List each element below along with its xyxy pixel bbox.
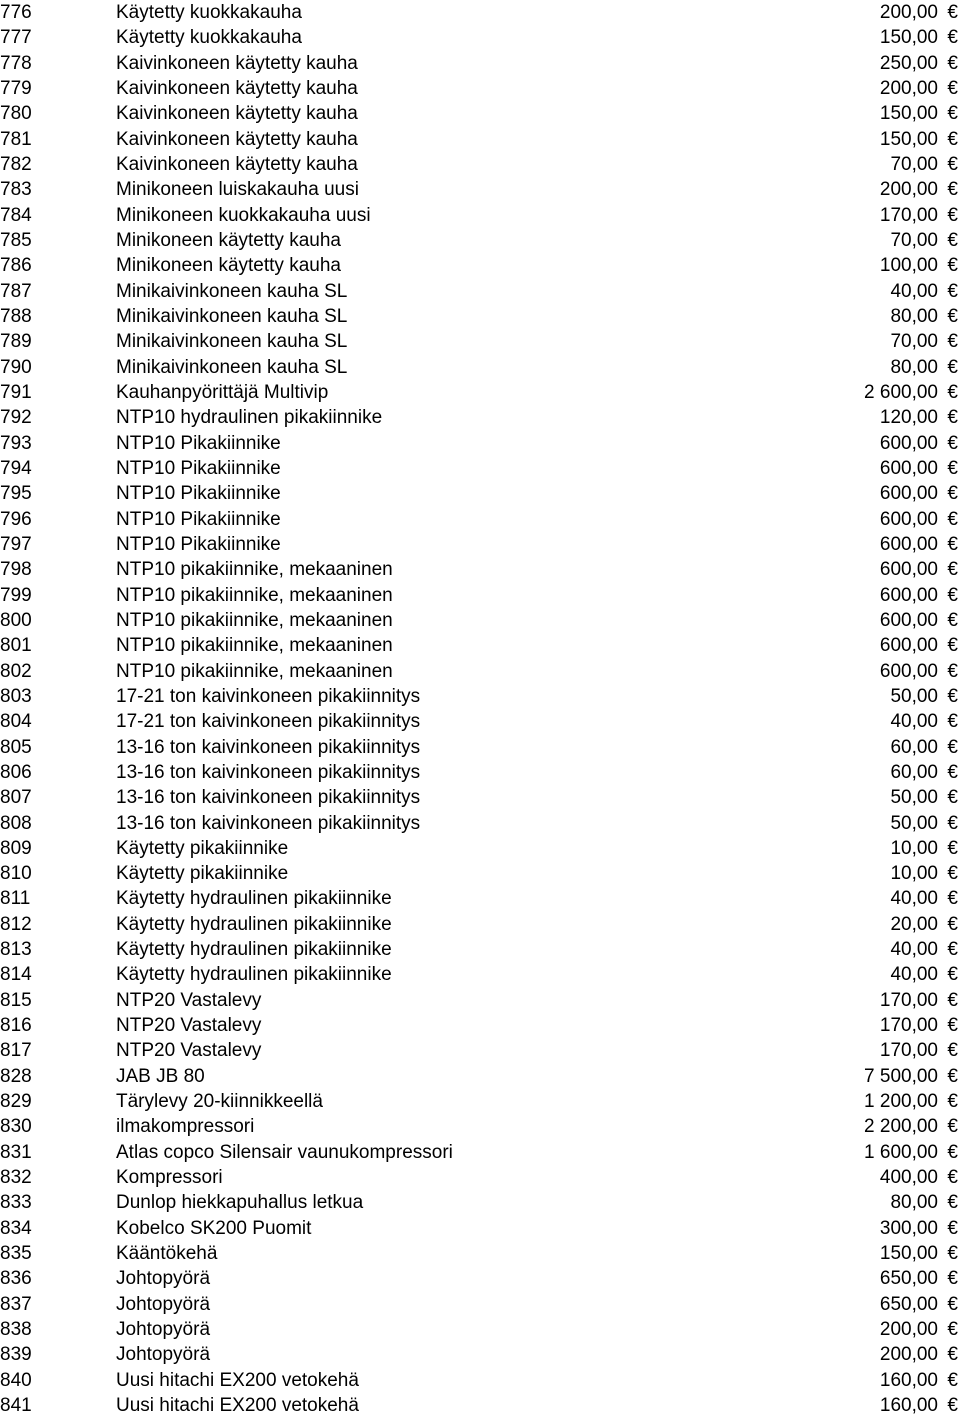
item-number: 776 bbox=[0, 2, 32, 23]
list-item bbox=[0, 962, 960, 987]
item-price: 40,00 bbox=[890, 888, 938, 910]
item-price: 650,00 bbox=[879, 1268, 938, 1290]
item-price: 7 500,00 bbox=[864, 1065, 938, 1087]
currency-symbol: € bbox=[947, 787, 958, 809]
currency-symbol: € bbox=[947, 1268, 958, 1290]
item-number: 789 bbox=[0, 331, 32, 353]
currency-symbol: € bbox=[947, 913, 958, 935]
item-price: 40,00 bbox=[890, 939, 938, 961]
item-number: 807 bbox=[0, 787, 32, 809]
item-number: 786 bbox=[0, 255, 32, 277]
item-price: 150,00 bbox=[879, 103, 938, 125]
currency-symbol: € bbox=[947, 1344, 958, 1366]
item-number: 787 bbox=[0, 280, 32, 302]
list-item bbox=[0, 101, 960, 126]
currency-symbol: € bbox=[947, 888, 958, 910]
currency-symbol: € bbox=[947, 559, 958, 581]
item-description: Minikaivinkoneen kauha SL bbox=[116, 280, 348, 302]
item-price: 80,00 bbox=[890, 356, 938, 378]
list-item bbox=[0, 380, 960, 405]
currency-symbol: € bbox=[947, 812, 958, 834]
list-item bbox=[0, 1393, 960, 1418]
list-item bbox=[0, 431, 960, 456]
item-price: 120,00 bbox=[879, 407, 938, 429]
list-item bbox=[0, 912, 960, 937]
item-price: 80,00 bbox=[890, 305, 938, 327]
item-price: 70,00 bbox=[890, 331, 938, 353]
currency-symbol: € bbox=[947, 1065, 958, 1087]
item-description: NTP10 Pikakiinnike bbox=[116, 457, 281, 479]
item-description: JAB JB 80 bbox=[116, 1065, 205, 1087]
item-number: 836 bbox=[0, 1268, 32, 1290]
currency-symbol: € bbox=[947, 508, 958, 530]
item-description: 17-21 ton kaivinkoneen pikakiinnitys bbox=[116, 711, 421, 733]
item-number: 792 bbox=[0, 407, 32, 429]
item-number: 840 bbox=[0, 1369, 32, 1391]
list-item bbox=[0, 886, 960, 911]
currency-symbol: € bbox=[947, 609, 958, 631]
item-price: 40,00 bbox=[890, 280, 938, 302]
item-price: 1 600,00 bbox=[864, 1141, 938, 1163]
item-description: Johtopyörä bbox=[116, 1319, 211, 1341]
item-price: 70,00 bbox=[890, 153, 938, 175]
item-price: 600,00 bbox=[879, 508, 938, 530]
item-price: 600,00 bbox=[879, 559, 938, 581]
list-item bbox=[0, 51, 960, 76]
item-number: 804 bbox=[0, 711, 32, 733]
list-item bbox=[0, 25, 960, 50]
item-number: 794 bbox=[0, 457, 32, 479]
item-number: 838 bbox=[0, 1319, 32, 1341]
list-item bbox=[0, 1216, 960, 1241]
item-price: 400,00 bbox=[879, 1167, 938, 1189]
currency-symbol: € bbox=[947, 635, 958, 657]
item-description: Minikoneen käytetty kauha bbox=[116, 255, 341, 277]
item-description: Kaivinkoneen käytetty kauha bbox=[116, 77, 358, 99]
item-description: Minikoneen luiskakauha uusi bbox=[116, 179, 359, 201]
currency-symbol: € bbox=[947, 204, 958, 226]
item-number: 799 bbox=[0, 584, 32, 606]
item-number: 793 bbox=[0, 432, 32, 454]
item-description: NTP10 Pikakiinnike bbox=[116, 508, 281, 530]
currency-symbol: € bbox=[947, 1091, 958, 1113]
item-price: 600,00 bbox=[879, 483, 938, 505]
list-item bbox=[0, 785, 960, 810]
list-item bbox=[0, 735, 960, 760]
item-price: 10,00 bbox=[890, 837, 938, 859]
list-item bbox=[0, 684, 960, 709]
item-description: Atlas copco Silensair vaunukompressori bbox=[116, 1141, 453, 1163]
item-description: NTP10 pikakiinnike, mekaaninen bbox=[116, 635, 393, 657]
item-price: 40,00 bbox=[890, 964, 938, 986]
item-description: NTP20 Vastalevy bbox=[116, 1015, 262, 1037]
list-item bbox=[0, 1292, 960, 1317]
currency-symbol: € bbox=[947, 1395, 958, 1417]
list-item bbox=[0, 355, 960, 380]
list-item bbox=[0, 304, 960, 329]
currency-symbol: € bbox=[947, 989, 958, 1011]
item-description: Minikaivinkoneen kauha SL bbox=[116, 356, 348, 378]
item-price: 50,00 bbox=[890, 685, 938, 707]
currency-symbol: € bbox=[947, 1369, 958, 1391]
item-number: 782 bbox=[0, 153, 32, 175]
item-price: 150,00 bbox=[879, 1243, 938, 1265]
currency-symbol: € bbox=[947, 711, 958, 733]
item-description: Minikaivinkoneen kauha SL bbox=[116, 331, 348, 353]
item-price: 200,00 bbox=[879, 2, 938, 23]
list-item bbox=[0, 1317, 960, 1342]
item-price: 200,00 bbox=[879, 179, 938, 201]
item-price: 80,00 bbox=[890, 1192, 938, 1214]
item-number: 783 bbox=[0, 179, 32, 201]
currency-symbol: € bbox=[947, 761, 958, 783]
list-item bbox=[0, 481, 960, 506]
item-description: Minikoneen käytetty kauha bbox=[116, 229, 341, 251]
list-item bbox=[0, 76, 960, 101]
item-price: 100,00 bbox=[879, 255, 938, 277]
list-item bbox=[0, 1114, 960, 1139]
item-description: Käytetty hydraulinen pikakiinnike bbox=[116, 964, 392, 986]
item-description: NTP10 pikakiinnike, mekaaninen bbox=[116, 559, 393, 581]
item-price: 200,00 bbox=[879, 1344, 938, 1366]
item-number: 798 bbox=[0, 559, 32, 581]
list-item bbox=[0, 1266, 960, 1291]
item-number: 817 bbox=[0, 1040, 32, 1062]
item-price: 2 200,00 bbox=[864, 1116, 938, 1138]
item-price: 600,00 bbox=[879, 533, 938, 555]
item-number: 813 bbox=[0, 939, 32, 961]
item-description: Dunlop hiekkapuhallus letkua bbox=[116, 1192, 364, 1214]
list-item bbox=[0, 1064, 960, 1089]
item-number: 835 bbox=[0, 1243, 32, 1265]
item-number: 828 bbox=[0, 1065, 32, 1087]
item-number: 811 bbox=[0, 888, 31, 910]
item-description: NTP10 hydraulinen pikakiinnike bbox=[116, 407, 383, 429]
currency-symbol: € bbox=[947, 381, 958, 403]
item-price: 600,00 bbox=[879, 660, 938, 682]
list-item bbox=[0, 253, 960, 278]
item-description: Käytetty pikakiinnike bbox=[116, 863, 289, 885]
item-number: 814 bbox=[0, 964, 32, 986]
item-number: 796 bbox=[0, 508, 32, 530]
currency-symbol: € bbox=[947, 103, 958, 125]
item-number: 801 bbox=[0, 635, 32, 657]
item-number: 839 bbox=[0, 1344, 32, 1366]
list-item bbox=[0, 1368, 960, 1393]
list-item bbox=[0, 1241, 960, 1266]
list-item bbox=[0, 1013, 960, 1038]
list-item bbox=[0, 1190, 960, 1215]
item-price: 20,00 bbox=[890, 913, 938, 935]
item-price: 600,00 bbox=[879, 609, 938, 631]
item-price: 40,00 bbox=[890, 711, 938, 733]
list-item bbox=[0, 937, 960, 962]
item-price: 170,00 bbox=[879, 1015, 938, 1037]
currency-symbol: € bbox=[947, 1015, 958, 1037]
item-description: NTP20 Vastalevy bbox=[116, 1040, 262, 1062]
item-description: NTP10 Pikakiinnike bbox=[116, 533, 281, 555]
item-number: 780 bbox=[0, 103, 32, 125]
item-description: Käytetty hydraulinen pikakiinnike bbox=[116, 913, 392, 935]
item-price: 50,00 bbox=[890, 812, 938, 834]
item-number: 779 bbox=[0, 77, 32, 99]
item-price: 1 200,00 bbox=[864, 1091, 938, 1113]
currency-symbol: € bbox=[947, 863, 958, 885]
list-item bbox=[0, 1342, 960, 1367]
list-item bbox=[0, 152, 960, 177]
item-description: Minikoneen kuokkakauha uusi bbox=[116, 204, 371, 226]
list-item bbox=[0, 532, 960, 557]
currency-symbol: € bbox=[947, 1167, 958, 1189]
list-item bbox=[0, 456, 960, 481]
item-number: 797 bbox=[0, 533, 32, 555]
item-number: 816 bbox=[0, 1015, 32, 1037]
item-description: Uusi hitachi EX200 vetokehä bbox=[116, 1369, 359, 1391]
item-description: Kompressori bbox=[116, 1167, 223, 1189]
list-item bbox=[0, 279, 960, 304]
list-item bbox=[0, 811, 960, 836]
item-price: 170,00 bbox=[879, 1040, 938, 1062]
item-number: 800 bbox=[0, 609, 32, 631]
list-item bbox=[0, 836, 960, 861]
item-number: 815 bbox=[0, 989, 32, 1011]
currency-symbol: € bbox=[947, 305, 958, 327]
item-description: Kobelco SK200 Puomit bbox=[116, 1217, 312, 1239]
list-item bbox=[0, 405, 960, 430]
item-price: 10,00 bbox=[890, 863, 938, 885]
item-number: 833 bbox=[0, 1192, 32, 1214]
currency-symbol: € bbox=[947, 128, 958, 150]
item-number: 777 bbox=[0, 27, 32, 49]
currency-symbol: € bbox=[947, 483, 958, 505]
list-item bbox=[0, 861, 960, 886]
item-price: 600,00 bbox=[879, 432, 938, 454]
currency-symbol: € bbox=[947, 1116, 958, 1138]
currency-symbol: € bbox=[947, 153, 958, 175]
list-item bbox=[0, 127, 960, 152]
list-item bbox=[0, 583, 960, 608]
item-description: Kauhanpyörittäjä Multivip bbox=[116, 381, 329, 403]
currency-symbol: € bbox=[947, 52, 958, 74]
currency-symbol: € bbox=[947, 660, 958, 682]
item-price: 70,00 bbox=[890, 229, 938, 251]
item-description: 17-21 ton kaivinkoneen pikakiinnitys bbox=[116, 685, 421, 707]
item-number: 790 bbox=[0, 356, 32, 378]
item-price: 60,00 bbox=[890, 761, 938, 783]
currency-symbol: € bbox=[947, 229, 958, 251]
item-price: 200,00 bbox=[879, 77, 938, 99]
item-number: 784 bbox=[0, 204, 32, 226]
currency-symbol: € bbox=[947, 1243, 958, 1265]
item-price: 150,00 bbox=[879, 27, 938, 49]
list-item bbox=[0, 709, 960, 734]
currency-symbol: € bbox=[947, 331, 958, 353]
list-item bbox=[0, 0, 960, 25]
item-price: 2 600,00 bbox=[864, 381, 938, 403]
item-number: 812 bbox=[0, 913, 32, 935]
list-item bbox=[0, 329, 960, 354]
list-item bbox=[0, 1165, 960, 1190]
item-price: 170,00 bbox=[879, 204, 938, 226]
item-description: 13-16 ton kaivinkoneen pikakiinnitys bbox=[116, 812, 421, 834]
item-description: Käytetty pikakiinnike bbox=[116, 837, 289, 859]
currency-symbol: € bbox=[947, 1293, 958, 1315]
currency-symbol: € bbox=[947, 2, 958, 23]
item-price: 160,00 bbox=[879, 1395, 938, 1417]
currency-symbol: € bbox=[947, 432, 958, 454]
item-price: 150,00 bbox=[879, 128, 938, 150]
item-price: 250,00 bbox=[879, 52, 938, 74]
list-item bbox=[0, 203, 960, 228]
item-description: Kaivinkoneen käytetty kauha bbox=[116, 103, 358, 125]
item-description: 13-16 ton kaivinkoneen pikakiinnitys bbox=[116, 736, 421, 758]
item-number: 781 bbox=[0, 128, 32, 150]
item-description: Käytetty hydraulinen pikakiinnike bbox=[116, 939, 392, 961]
item-description: Käytetty hydraulinen pikakiinnike bbox=[116, 888, 392, 910]
item-number: 834 bbox=[0, 1217, 32, 1239]
item-description: NTP10 pikakiinnike, mekaaninen bbox=[116, 609, 393, 631]
currency-symbol: € bbox=[947, 685, 958, 707]
item-description: Tärylevy 20-kiinnikkeellä bbox=[116, 1091, 323, 1113]
currency-symbol: € bbox=[947, 356, 958, 378]
currency-symbol: € bbox=[947, 1192, 958, 1214]
item-number: 791 bbox=[0, 381, 32, 403]
item-number: 788 bbox=[0, 305, 32, 327]
currency-symbol: € bbox=[947, 837, 958, 859]
item-description: ilmakompressori bbox=[116, 1116, 255, 1138]
item-number: 830 bbox=[0, 1116, 32, 1138]
item-number: 778 bbox=[0, 52, 32, 74]
item-number: 808 bbox=[0, 812, 32, 834]
item-number: 805 bbox=[0, 736, 32, 758]
item-description: Johtopyörä bbox=[116, 1293, 211, 1315]
currency-symbol: € bbox=[947, 255, 958, 277]
currency-symbol: € bbox=[947, 1040, 958, 1062]
list-item bbox=[0, 1140, 960, 1165]
item-number: 832 bbox=[0, 1167, 32, 1189]
currency-symbol: € bbox=[947, 407, 958, 429]
item-description: Kaivinkoneen käytetty kauha bbox=[116, 153, 358, 175]
item-number: 831 bbox=[0, 1141, 32, 1163]
currency-symbol: € bbox=[947, 179, 958, 201]
item-description: Käytetty kuokkakauha bbox=[116, 27, 302, 49]
currency-symbol: € bbox=[947, 27, 958, 49]
item-number: 802 bbox=[0, 660, 32, 682]
item-description: Johtopyörä bbox=[116, 1344, 211, 1366]
item-price: 600,00 bbox=[879, 584, 938, 606]
currency-symbol: € bbox=[947, 736, 958, 758]
item-number: 810 bbox=[0, 863, 32, 885]
currency-symbol: € bbox=[947, 1217, 958, 1239]
item-number: 795 bbox=[0, 483, 32, 505]
item-price: 160,00 bbox=[879, 1369, 938, 1391]
item-description: 13-16 ton kaivinkoneen pikakiinnitys bbox=[116, 787, 421, 809]
item-description: NTP20 Vastalevy bbox=[116, 989, 262, 1011]
currency-symbol: € bbox=[947, 457, 958, 479]
item-description: Uusi hitachi EX200 vetokehä bbox=[116, 1395, 359, 1417]
list-item bbox=[0, 507, 960, 532]
item-description: Minikaivinkoneen kauha SL bbox=[116, 305, 348, 327]
currency-symbol: € bbox=[947, 964, 958, 986]
list-item bbox=[0, 557, 960, 582]
list-item bbox=[0, 760, 960, 785]
currency-symbol: € bbox=[947, 584, 958, 606]
list-item bbox=[0, 228, 960, 253]
item-price: 200,00 bbox=[879, 1319, 938, 1341]
item-price: 60,00 bbox=[890, 736, 938, 758]
item-number: 837 bbox=[0, 1293, 32, 1315]
item-description: 13-16 ton kaivinkoneen pikakiinnitys bbox=[116, 761, 421, 783]
item-price: 600,00 bbox=[879, 457, 938, 479]
item-description: NTP10 pikakiinnike, mekaaninen bbox=[116, 584, 393, 606]
item-price: 170,00 bbox=[879, 989, 938, 1011]
item-number: 829 bbox=[0, 1091, 32, 1113]
item-number: 785 bbox=[0, 229, 32, 251]
item-price: 650,00 bbox=[879, 1293, 938, 1315]
item-price: 600,00 bbox=[879, 635, 938, 657]
list-item bbox=[0, 988, 960, 1013]
item-description: Kaivinkoneen käytetty kauha bbox=[116, 128, 358, 150]
list-item bbox=[0, 608, 960, 633]
list-item bbox=[0, 1038, 960, 1063]
currency-symbol: € bbox=[947, 1141, 958, 1163]
item-price: 50,00 bbox=[890, 787, 938, 809]
item-number: 809 bbox=[0, 837, 32, 859]
item-description: Käytetty kuokkakauha bbox=[116, 2, 302, 23]
item-description: Kääntökehä bbox=[116, 1243, 218, 1265]
currency-symbol: € bbox=[947, 939, 958, 961]
list-item bbox=[0, 1089, 960, 1114]
item-description: NTP10 pikakiinnike, mekaaninen bbox=[116, 660, 393, 682]
item-description: NTP10 Pikakiinnike bbox=[116, 483, 281, 505]
list-item bbox=[0, 659, 960, 684]
list-item bbox=[0, 177, 960, 202]
item-number: 803 bbox=[0, 685, 32, 707]
item-description: NTP10 Pikakiinnike bbox=[116, 432, 281, 454]
item-description: Johtopyörä bbox=[116, 1268, 211, 1290]
currency-symbol: € bbox=[947, 77, 958, 99]
list-item bbox=[0, 633, 960, 658]
item-price: 300,00 bbox=[879, 1217, 938, 1239]
item-number: 806 bbox=[0, 761, 32, 783]
item-description: Kaivinkoneen käytetty kauha bbox=[116, 52, 358, 74]
currency-symbol: € bbox=[947, 280, 958, 302]
currency-symbol: € bbox=[947, 533, 958, 555]
item-number: 841 bbox=[0, 1395, 32, 1417]
currency-symbol: € bbox=[947, 1319, 958, 1341]
